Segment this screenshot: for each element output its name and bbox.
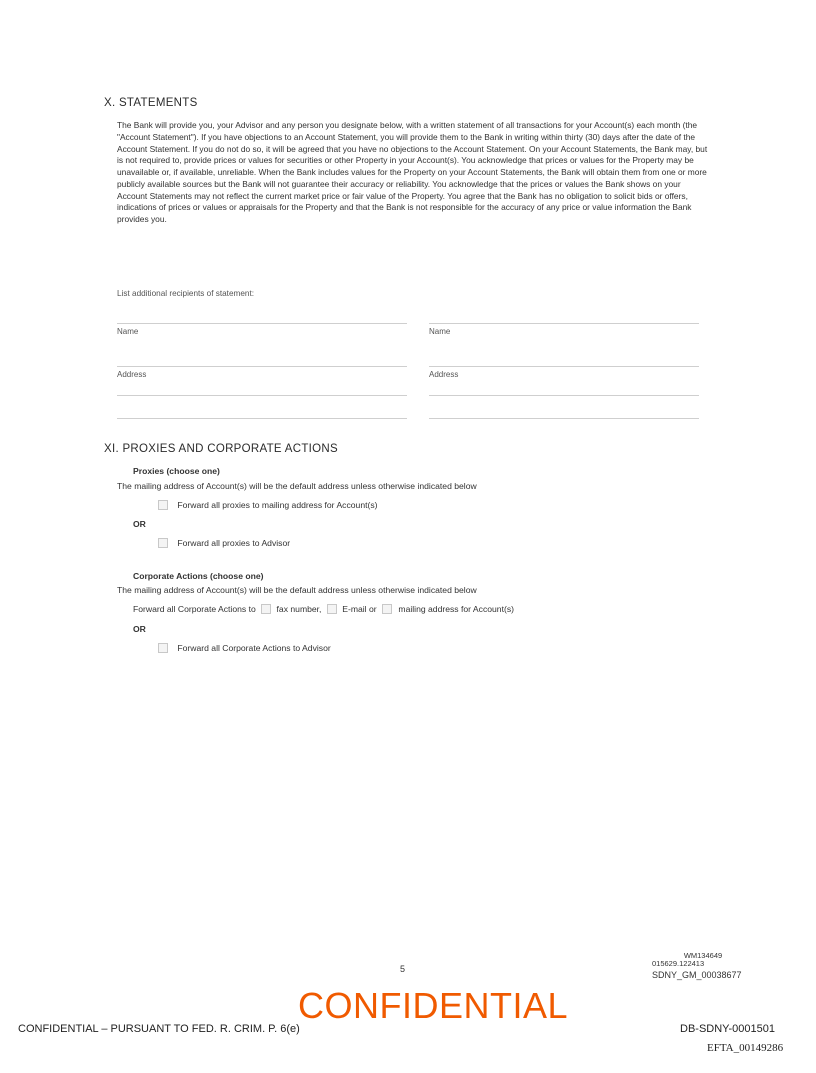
fax-checkbox[interactable]	[261, 604, 271, 614]
proxies-advisor-label: Forward all proxies to Advisor	[177, 538, 291, 548]
email-checkbox[interactable]	[327, 604, 337, 614]
email-label: E-mail or	[342, 604, 377, 614]
corporate-forward-label: Forward all Corporate Actions to	[133, 604, 256, 614]
corporate-default-text: The mailing address of Account(s) will be the default address unless otherwise indicated below	[117, 585, 477, 595]
name-line-1	[117, 323, 407, 324]
fax-label: fax number,	[276, 604, 322, 614]
section-x-heading: X. STATEMENTS	[104, 97, 198, 109]
corporate-option-advisor[interactable]	[158, 643, 331, 653]
or-separator-1: OR	[133, 519, 146, 529]
corporate-advisor-checkbox[interactable]	[158, 643, 168, 653]
name-label-2: Name	[429, 327, 451, 336]
mailing-label: mailing address for Account(s)	[398, 604, 514, 614]
sdny-bates-stamp: SDNY_GM_00038677	[652, 970, 742, 980]
address-line-2b	[429, 395, 699, 396]
confidential-watermark: CONFIDENTIAL	[298, 985, 569, 1026]
bates-number: DB-SDNY-0001501	[680, 1023, 775, 1035]
recipients-label: List additional recipients of statement:	[117, 289, 254, 298]
address-line-1b	[117, 395, 407, 396]
proxies-advisor-checkbox[interactable]	[158, 538, 168, 548]
proxies-heading: Proxies (choose one)	[133, 466, 220, 476]
corporate-actions-forward-row	[133, 604, 514, 614]
proxies-mailing-checkbox[interactable]	[158, 500, 168, 510]
efta-number: EFTA_00149286	[707, 1042, 784, 1054]
address-line-2	[429, 366, 699, 367]
mailing-checkbox[interactable]	[382, 604, 392, 614]
proxies-mailing-label: Forward all proxies to mailing address for Account(s)	[177, 500, 378, 510]
stamp-date-code: 015629.122413	[652, 959, 705, 968]
stamp-wm-number: WM134649	[683, 951, 723, 960]
proxies-option-mailing[interactable]	[158, 500, 378, 510]
statements-paragraph: The Bank will provide you, your Advisor and any person you designate below, with a written statement of all transactions for your Account(s) each month (the "Account Statement"). If you have objections to an Account Statement, you will provide them to the Bank in writing within thirty (30) days after the date of the Account Statement. If you do not do so, it will be agreed that you have no objections to the Account Statement. On your Account Statements, the Bank may, but is not required to, provide prices or values for securities or other Property in your Account(s). You acknowledge that prices or values for the Property may be unavailable or, if available, unreliable. When the Bank includes values for the Property on your Account Statements, the Bank will obtain them from one or more publicly available sources but the Bank will not guarantee their accuracy or reliability. You acknowledge that the prices or values the Bank shows on your Account Statements may not reflect the current market price or fair value of the Property. You agree that the Bank has no obligation to solicit bids or offers, indications of prices or values or appraisals for the Property and that the Bank is not responsible for the accuracy of any price or value information the Bank provides you.	[117, 120, 708, 224]
name-line-2	[429, 323, 699, 324]
address-label-1: Address	[117, 370, 147, 379]
corporate-actions-heading: Corporate Actions (choose one)	[133, 571, 264, 581]
or-separator-2: OR	[133, 624, 146, 634]
corporate-advisor-label: Forward all Corporate Actions to Advisor	[177, 643, 331, 653]
address-line-2c[interactable]	[429, 418, 699, 419]
page-number: 5	[400, 964, 406, 974]
proxies-default-text: The mailing address of Account(s) will be the default address unless otherwise indicated below	[117, 481, 477, 491]
section-xi-heading: XI. PROXIES AND CORPORATE ACTIONS	[104, 443, 338, 455]
proxies-option-advisor[interactable]	[158, 538, 290, 548]
address-line-1	[117, 366, 407, 367]
address-line-1c[interactable]	[117, 418, 407, 419]
name-label-1: Name	[117, 327, 139, 336]
confidential-notice: CONFIDENTIAL – PURSUANT TO FED. R. CRIM. P. 6(e)	[18, 1023, 300, 1035]
address-label-2: Address	[429, 370, 459, 379]
document-stamp	[650, 952, 750, 968]
